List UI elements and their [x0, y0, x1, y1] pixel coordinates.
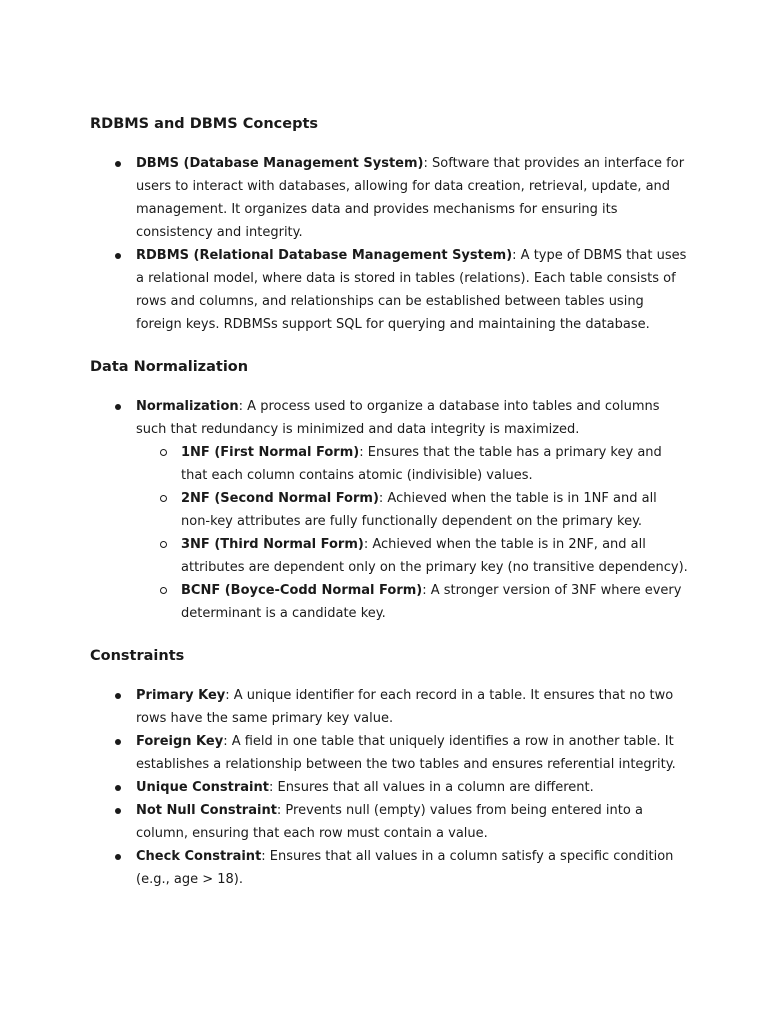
list-item-text: : Prevents null (empty) values from being entered into a column, ensuring that each row must contain a value.	[136, 803, 643, 841]
sub-list	[136, 441, 690, 625]
list-item-text: : A process used to organize a database into tables and columns such that redundancy is minimized and data integrity is maximized.	[136, 399, 660, 437]
list-item-term: Unique Constraint	[136, 780, 269, 795]
list-item-text: : A type of DBMS that uses a relational model, where data is stored in tables (relations). Each table consists of rows and columns, and relationships can be established between tables using foreign keys. RDBMSs support SQL for querying and maintaining the database.	[136, 248, 687, 332]
list-item-term: RDBMS (Relational Database Management System)	[136, 248, 513, 263]
section-data-normalization	[90, 357, 690, 621]
list-item-text: : Ensures that all values in a column satisfy a specific condition (e.g., age > 18).	[136, 849, 674, 887]
sub-list-item-text: : Ensures that the table has a primary key and that each column contains atomic (indivisible) values.	[181, 445, 662, 483]
list-item-term: Not Null Constraint	[136, 803, 277, 818]
list-item	[90, 395, 690, 625]
section-heading: RDBMS and DBMS Concepts	[90, 116, 319, 132]
list-item	[90, 244, 690, 336]
bullet-list	[90, 684, 690, 891]
bullet-list	[90, 395, 690, 625]
sub-list-item-text: : Achieved when the table is in 2NF, and all attributes are dependent only on the primary key (no transitive dependency).	[181, 537, 688, 575]
list-item	[90, 684, 690, 730]
sub-list-item-term: 2NF (Second Normal Form)	[181, 491, 379, 506]
list-item-text: : Software that provides an interface for users to interact with databases, allowing for data creation, retrieval, update, and management. It organizes data and provides mechanisms for ensuring its consistency and integrity.	[136, 156, 685, 240]
list-item	[90, 152, 690, 244]
sub-list-item-term: BCNF (Boyce-Codd Normal Form)	[181, 583, 423, 598]
list-item-term: Foreign Key	[136, 734, 224, 749]
section-rdbms-dbms	[90, 114, 690, 332]
list-item-term: Normalization	[136, 399, 239, 414]
sub-list-item-text: : A stronger version of 3NF where every determinant is a candidate key.	[181, 583, 682, 621]
section-heading: Constraints	[90, 648, 185, 664]
list-item	[90, 845, 690, 891]
bullet-list	[90, 152, 690, 336]
sub-list-item-text: : Achieved when the table is in 1NF and all non-key attributes are fully functionally dependent on the primary key.	[181, 491, 657, 529]
list-item-term: Primary Key	[136, 688, 226, 703]
sub-list-item	[136, 441, 690, 487]
list-item-text: : A unique identifier for each record in a table. It ensures that no two rows have the same primary key value.	[136, 688, 674, 726]
sub-list-item-term: 1NF (First Normal Form)	[181, 445, 360, 460]
list-item	[90, 730, 690, 776]
list-item-text: : Ensures that all values in a column are different.	[268, 780, 594, 795]
section-heading: Data Normalization	[90, 359, 249, 375]
sub-list-item	[136, 487, 690, 533]
list-item	[90, 799, 690, 845]
sub-list-item-term: 3NF (Third Normal Form)	[181, 537, 364, 552]
list-item-term: DBMS (Database Management System)	[136, 156, 424, 171]
list-item	[90, 776, 690, 799]
sub-list-item	[136, 579, 690, 625]
sub-list-item	[136, 533, 690, 579]
section-constraints	[90, 646, 690, 887]
list-item-text: : A field in one table that uniquely identifies a row in another table. It establishes a relationship between the two tables and ensures referential integrity.	[136, 734, 676, 772]
list-item-term: Check Constraint	[136, 849, 262, 864]
